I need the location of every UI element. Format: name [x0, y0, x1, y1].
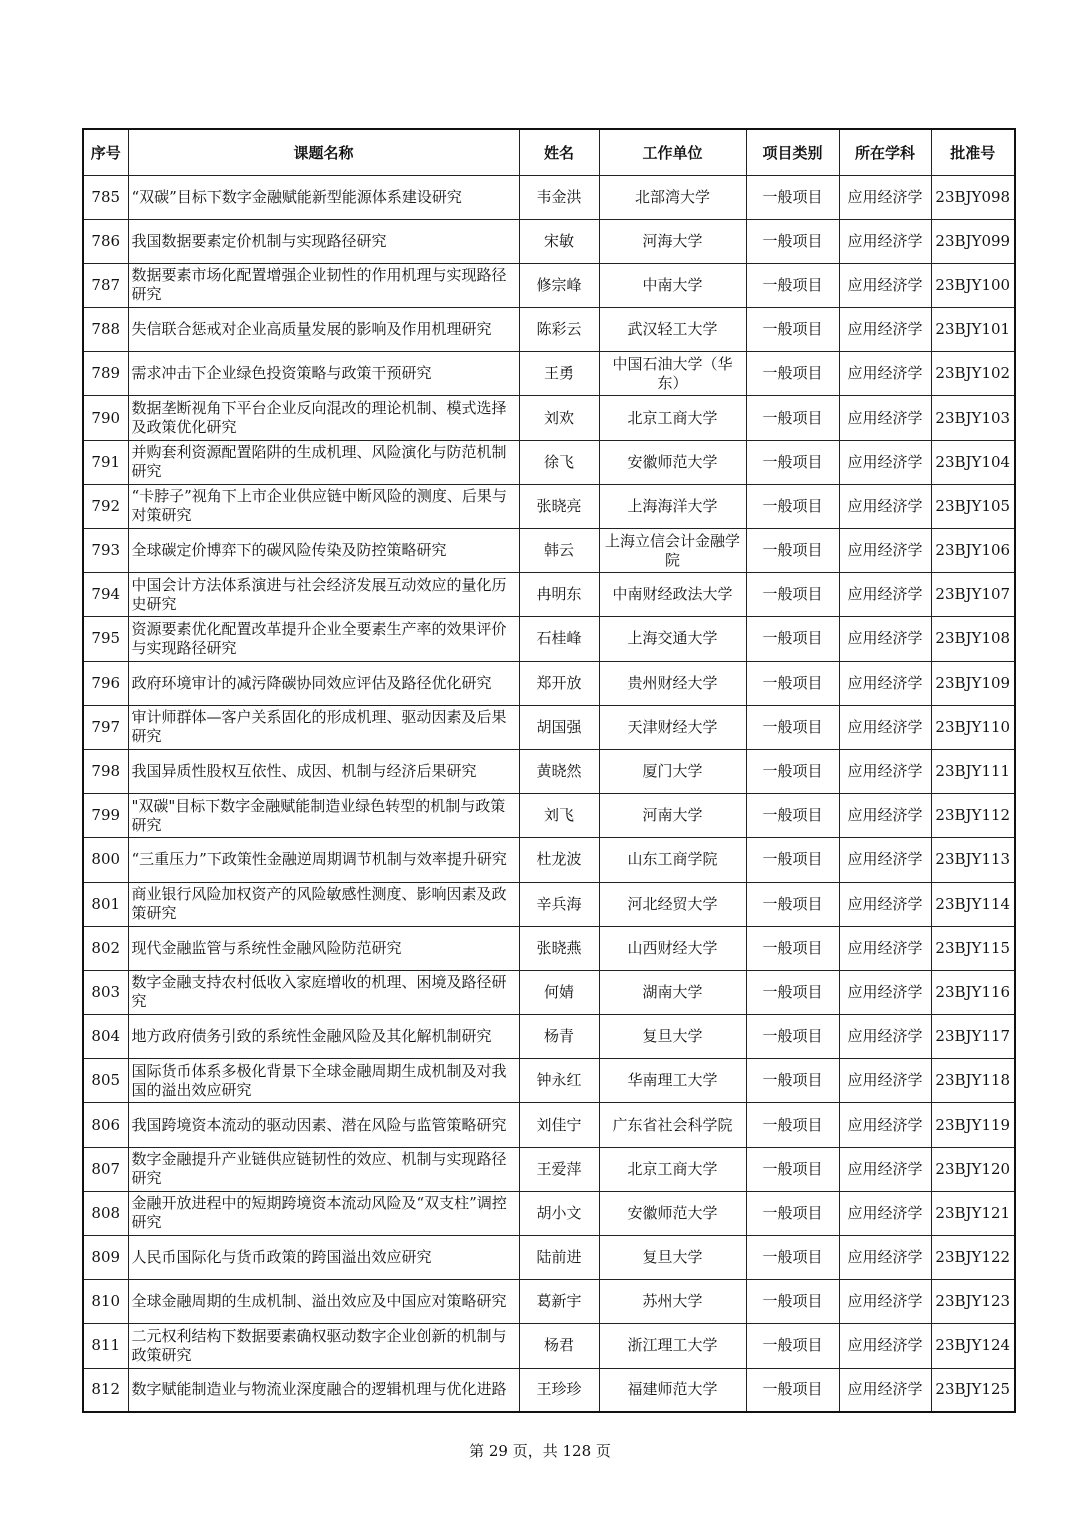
- cell-approval: 23BJY102: [931, 352, 1015, 396]
- cell-unit: 上海海洋大学: [599, 484, 746, 528]
- cell-unit: 河南大学: [599, 794, 746, 838]
- cell-index: 802: [83, 926, 128, 970]
- cell-title: 数字赋能制造业与物流业深度融合的逻辑机理与优化进路: [128, 1368, 519, 1412]
- table-row: [83, 1147, 1015, 1191]
- cell-category: 一般项目: [746, 1280, 839, 1324]
- cell-discipline: 应用经济学: [839, 308, 931, 352]
- table-row: [83, 352, 1015, 396]
- cell-category: 一般项目: [746, 749, 839, 793]
- table-row: [83, 308, 1015, 352]
- cell-unit: 华南理工大学: [599, 1059, 746, 1103]
- cell-discipline: 应用经济学: [839, 1191, 931, 1235]
- cell-name: 修宗峰: [519, 263, 599, 307]
- cell-title: 金融开放进程中的短期跨境资本流动风险及“双支柱”调控研究: [128, 1191, 519, 1235]
- cell-title: “三重压力”下政策性金融逆周期调节机制与效率提升研究: [128, 838, 519, 882]
- cell-approval: 23BJY100: [931, 263, 1015, 307]
- table-row: [83, 617, 1015, 661]
- cell-category: 一般项目: [746, 794, 839, 838]
- cell-discipline: 应用经济学: [839, 396, 931, 440]
- table-row: [83, 529, 1015, 573]
- cell-approval: 23BJY109: [931, 661, 1015, 705]
- cell-name: 王珍珍: [519, 1368, 599, 1412]
- cell-name: 张晓燕: [519, 926, 599, 970]
- cell-index: 788: [83, 308, 128, 352]
- cell-discipline: 应用经济学: [839, 838, 931, 882]
- cell-approval: 23BJY114: [931, 882, 1015, 926]
- cell-name: 韩云: [519, 529, 599, 573]
- project-table: [82, 128, 1016, 1413]
- cell-name: 王爱萍: [519, 1147, 599, 1191]
- table-row: [83, 573, 1015, 617]
- cell-category: 一般项目: [746, 882, 839, 926]
- cell-unit: 上海交通大学: [599, 617, 746, 661]
- cell-approval: 23BJY123: [931, 1280, 1015, 1324]
- cell-title: 国际货币体系多极化背景下全球金融周期生成机制及对我国的溢出效应研究: [128, 1059, 519, 1103]
- cell-unit: 湖南大学: [599, 970, 746, 1014]
- page-footer: 第 29 页，共 128 页: [469, 1442, 611, 1460]
- cell-discipline: 应用经济学: [839, 926, 931, 970]
- cell-unit: 武汉轻工大学: [599, 308, 746, 352]
- cell-category: 一般项目: [746, 308, 839, 352]
- cell-name: 刘飞: [519, 794, 599, 838]
- cell-category: 一般项目: [746, 440, 839, 484]
- cell-discipline: 应用经济学: [839, 1236, 931, 1280]
- cell-index: 799: [83, 794, 128, 838]
- cell-title: 数字金融提升产业链供应链韧性的效应、机制与实现路径研究: [128, 1147, 519, 1191]
- cell-title: 现代金融监管与系统性金融风险防范研究: [128, 926, 519, 970]
- cell-approval: 23BJY099: [931, 219, 1015, 263]
- cell-approval: 23BJY125: [931, 1368, 1015, 1412]
- cell-index: 790: [83, 396, 128, 440]
- cell-approval: 23BJY098: [931, 175, 1015, 219]
- cell-index: 785: [83, 175, 128, 219]
- cell-name: 钟永红: [519, 1059, 599, 1103]
- cell-discipline: 应用经济学: [839, 1147, 931, 1191]
- cell-index: 812: [83, 1368, 128, 1412]
- cell-title: 需求冲击下企业绿色投资策略与政策干预研究: [128, 352, 519, 396]
- cell-approval: 23BJY119: [931, 1103, 1015, 1147]
- table-row: [83, 1324, 1015, 1368]
- cell-title: 资源要素优化配置改革提升企业全要素生产率的效果评价与实现路径研究: [128, 617, 519, 661]
- cell-category: 一般项目: [746, 1103, 839, 1147]
- cell-title: 失信联合惩戒对企业高质量发展的影响及作用机理研究: [128, 308, 519, 352]
- cell-unit: 北京工商大学: [599, 1147, 746, 1191]
- cell-approval: 23BJY105: [931, 484, 1015, 528]
- table-row: [83, 1236, 1015, 1280]
- cell-category: 一般项目: [746, 484, 839, 528]
- cell-index: 798: [83, 749, 128, 793]
- cell-index: 786: [83, 219, 128, 263]
- cell-category: 一般项目: [746, 1147, 839, 1191]
- cell-discipline: 应用经济学: [839, 219, 931, 263]
- cell-name: 胡小文: [519, 1191, 599, 1235]
- cell-name: 宋敏: [519, 219, 599, 263]
- cell-title: “卡脖子”视角下上市企业供应链中断风险的测度、后果与对策研究: [128, 484, 519, 528]
- cell-category: 一般项目: [746, 1368, 839, 1412]
- cell-approval: 23BJY106: [931, 529, 1015, 573]
- table-row: [83, 263, 1015, 307]
- cell-name: 杨君: [519, 1324, 599, 1368]
- cell-discipline: 应用经济学: [839, 1324, 931, 1368]
- cell-title: 全球碳定价博弈下的碳风险传染及防控策略研究: [128, 529, 519, 573]
- cell-category: 一般项目: [746, 926, 839, 970]
- cell-unit: 山西财经大学: [599, 926, 746, 970]
- cell-category: 一般项目: [746, 661, 839, 705]
- table-row: [83, 1103, 1015, 1147]
- table-row: [83, 926, 1015, 970]
- cell-approval: 23BJY112: [931, 794, 1015, 838]
- cell-approval: 23BJY124: [931, 1324, 1015, 1368]
- cell-discipline: 应用经济学: [839, 794, 931, 838]
- cell-index: 793: [83, 529, 128, 573]
- cell-unit: 河海大学: [599, 219, 746, 263]
- cell-unit: 中南财经政法大学: [599, 573, 746, 617]
- cell-category: 一般项目: [746, 1015, 839, 1059]
- cell-name: 杨青: [519, 1015, 599, 1059]
- cell-discipline: 应用经济学: [839, 263, 931, 307]
- cell-discipline: 应用经济学: [839, 484, 931, 528]
- cell-approval: 23BJY108: [931, 617, 1015, 661]
- cell-unit: 复旦大学: [599, 1236, 746, 1280]
- cell-category: 一般项目: [746, 617, 839, 661]
- cell-title: 商业银行风险加权资产的风险敏感性测度、影响因素及政策研究: [128, 882, 519, 926]
- cell-category: 一般项目: [746, 352, 839, 396]
- cell-approval: 23BJY115: [931, 926, 1015, 970]
- cell-approval: 23BJY117: [931, 1015, 1015, 1059]
- cell-approval: 23BJY103: [931, 396, 1015, 440]
- cell-unit: 安徽师范大学: [599, 1191, 746, 1235]
- cell-index: 787: [83, 263, 128, 307]
- cell-name: 徐飞: [519, 440, 599, 484]
- cell-category: 一般项目: [746, 219, 839, 263]
- cell-title: 我国异质性股权互依性、成因、机制与经济后果研究: [128, 749, 519, 793]
- cell-title: 并购套利资源配置陷阱的生成机理、风险演化与防范机制研究: [128, 440, 519, 484]
- cell-index: 808: [83, 1191, 128, 1235]
- cell-index: 804: [83, 1015, 128, 1059]
- cell-discipline: 应用经济学: [839, 529, 931, 573]
- cell-index: 789: [83, 352, 128, 396]
- cell-index: 800: [83, 838, 128, 882]
- cell-unit: 北部湾大学: [599, 175, 746, 219]
- cell-index: 809: [83, 1236, 128, 1280]
- cell-approval: 23BJY118: [931, 1059, 1015, 1103]
- table-row: [83, 440, 1015, 484]
- cell-unit: 安徽师范大学: [599, 440, 746, 484]
- cell-name: 杜龙波: [519, 838, 599, 882]
- cell-discipline: 应用经济学: [839, 440, 931, 484]
- cell-category: 一般项目: [746, 1191, 839, 1235]
- table-row: [83, 970, 1015, 1014]
- cell-discipline: 应用经济学: [839, 1368, 931, 1412]
- cell-title: 政府环境审计的减污降碳协同效应评估及路径优化研究: [128, 661, 519, 705]
- cell-discipline: 应用经济学: [839, 175, 931, 219]
- cell-category: 一般项目: [746, 1324, 839, 1368]
- cell-title: 数据垄断视角下平台企业反向混改的理论机制、模式选择及政策优化研究: [128, 396, 519, 440]
- cell-unit: 复旦大学: [599, 1015, 746, 1059]
- cell-discipline: 应用经济学: [839, 352, 931, 396]
- cell-index: 807: [83, 1147, 128, 1191]
- cell-name: 刘欢: [519, 396, 599, 440]
- cell-index: 806: [83, 1103, 128, 1147]
- table-row: [83, 1368, 1015, 1412]
- cell-discipline: 应用经济学: [839, 705, 931, 749]
- cell-discipline: 应用经济学: [839, 749, 931, 793]
- cell-category: 一般项目: [746, 573, 839, 617]
- cell-name: 冉明东: [519, 573, 599, 617]
- cell-title: 地方政府债务引致的系统性金融风险及其化解机制研究: [128, 1015, 519, 1059]
- cell-index: 794: [83, 573, 128, 617]
- cell-unit: 广东省社会科学院: [599, 1103, 746, 1147]
- cell-title: “双碳”目标下数字金融赋能新型能源体系建设研究: [128, 175, 519, 219]
- cell-discipline: 应用经济学: [839, 970, 931, 1014]
- cell-title: 二元权利结构下数据要素确权驱动数字企业创新的机制与政策研究: [128, 1324, 519, 1368]
- cell-index: 792: [83, 484, 128, 528]
- cell-unit: 苏州大学: [599, 1280, 746, 1324]
- cell-index: 797: [83, 705, 128, 749]
- col-header-title: 课题名称: [128, 129, 519, 175]
- table-row: [83, 1015, 1015, 1059]
- cell-name: 何婧: [519, 970, 599, 1014]
- table-body: [83, 175, 1015, 1412]
- cell-name: 黄晓然: [519, 749, 599, 793]
- cell-index: 796: [83, 661, 128, 705]
- cell-unit: 上海立信会计金融学院: [599, 529, 746, 573]
- col-header-unit: 工作单位: [599, 129, 746, 175]
- cell-index: 795: [83, 617, 128, 661]
- cell-category: 一般项目: [746, 705, 839, 749]
- cell-category: 一般项目: [746, 1236, 839, 1280]
- cell-name: 韦金洪: [519, 175, 599, 219]
- table-row: [83, 882, 1015, 926]
- table-row: [83, 396, 1015, 440]
- cell-index: 811: [83, 1324, 128, 1368]
- col-header-discipline: 所在学科: [839, 129, 931, 175]
- cell-name: 王勇: [519, 352, 599, 396]
- cell-discipline: 应用经济学: [839, 661, 931, 705]
- cell-discipline: 应用经济学: [839, 1280, 931, 1324]
- cell-name: 葛新宇: [519, 1280, 599, 1324]
- cell-title: 数据要素市场化配置增强企业韧性的作用机理与实现路径研究: [128, 263, 519, 307]
- cell-title: 全球金融周期的生成机制、溢出效应及中国应对策略研究: [128, 1280, 519, 1324]
- cell-discipline: 应用经济学: [839, 1015, 931, 1059]
- cell-discipline: 应用经济学: [839, 882, 931, 926]
- cell-title: "双碳"目标下数字金融赋能制造业绿色转型的机制与政策研究: [128, 794, 519, 838]
- cell-index: 791: [83, 440, 128, 484]
- cell-discipline: 应用经济学: [839, 617, 931, 661]
- cell-title: 我国数据要素定价机制与实现路径研究: [128, 219, 519, 263]
- cell-name: 石桂峰: [519, 617, 599, 661]
- table-header-row: [83, 129, 1015, 175]
- cell-title: 数字金融支持农村低收入家庭增收的机理、困境及路径研究: [128, 970, 519, 1014]
- cell-title: 人民币国际化与货币政策的跨国溢出效应研究: [128, 1236, 519, 1280]
- cell-category: 一般项目: [746, 263, 839, 307]
- cell-unit: 山东工商学院: [599, 838, 746, 882]
- cell-unit: 天津财经大学: [599, 705, 746, 749]
- cell-index: 803: [83, 970, 128, 1014]
- cell-approval: 23BJY107: [931, 573, 1015, 617]
- cell-approval: 23BJY120: [931, 1147, 1015, 1191]
- cell-name: 辛兵海: [519, 882, 599, 926]
- table-row: [83, 838, 1015, 882]
- cell-category: 一般项目: [746, 175, 839, 219]
- cell-category: 一般项目: [746, 529, 839, 573]
- table-row: [83, 175, 1015, 219]
- cell-name: 郑开放: [519, 661, 599, 705]
- table-row: [83, 484, 1015, 528]
- cell-title: 审计师群体—客户关系固化的形成机理、驱动因素及后果研究: [128, 705, 519, 749]
- cell-unit: 中南大学: [599, 263, 746, 307]
- cell-approval: 23BJY110: [931, 705, 1015, 749]
- table-row: [83, 749, 1015, 793]
- cell-unit: 河北经贸大学: [599, 882, 746, 926]
- table-row: [83, 705, 1015, 749]
- col-header-category: 项目类别: [746, 129, 839, 175]
- cell-unit: 厦门大学: [599, 749, 746, 793]
- cell-approval: 23BJY122: [931, 1236, 1015, 1280]
- cell-name: 张晓亮: [519, 484, 599, 528]
- cell-unit: 贵州财经大学: [599, 661, 746, 705]
- table-row: [83, 794, 1015, 838]
- cell-title: 中国会计方法体系演进与社会经济发展互动效应的量化历史研究: [128, 573, 519, 617]
- cell-category: 一般项目: [746, 1059, 839, 1103]
- cell-category: 一般项目: [746, 838, 839, 882]
- project-table-container: [82, 128, 1014, 1413]
- cell-index: 801: [83, 882, 128, 926]
- cell-name: 陆前进: [519, 1236, 599, 1280]
- cell-discipline: 应用经济学: [839, 1059, 931, 1103]
- cell-unit: 福建师范大学: [599, 1368, 746, 1412]
- cell-name: 刘佳宁: [519, 1103, 599, 1147]
- cell-unit: 中国石油大学（华东）: [599, 352, 746, 396]
- table-row: [83, 661, 1015, 705]
- table-row: [83, 1059, 1015, 1103]
- col-header-name: 姓名: [519, 129, 599, 175]
- cell-approval: 23BJY121: [931, 1191, 1015, 1235]
- table-row: [83, 219, 1015, 263]
- cell-index: 805: [83, 1059, 128, 1103]
- col-header-approval: 批准号: [931, 129, 1015, 175]
- cell-approval: 23BJY116: [931, 970, 1015, 1014]
- cell-discipline: 应用经济学: [839, 573, 931, 617]
- cell-approval: 23BJY111: [931, 749, 1015, 793]
- cell-discipline: 应用经济学: [839, 1103, 931, 1147]
- cell-index: 810: [83, 1280, 128, 1324]
- cell-name: 胡国强: [519, 705, 599, 749]
- cell-category: 一般项目: [746, 396, 839, 440]
- cell-unit: 浙江理工大学: [599, 1324, 746, 1368]
- cell-unit: 北京工商大学: [599, 396, 746, 440]
- cell-name: 陈彩云: [519, 308, 599, 352]
- col-header-index: 序号: [83, 129, 128, 175]
- cell-approval: 23BJY104: [931, 440, 1015, 484]
- table-row: [83, 1191, 1015, 1235]
- cell-approval: 23BJY113: [931, 838, 1015, 882]
- cell-category: 一般项目: [746, 970, 839, 1014]
- table-row: [83, 1280, 1015, 1324]
- cell-title: 我国跨境资本流动的驱动因素、潜在风险与监管策略研究: [128, 1103, 519, 1147]
- cell-approval: 23BJY101: [931, 308, 1015, 352]
